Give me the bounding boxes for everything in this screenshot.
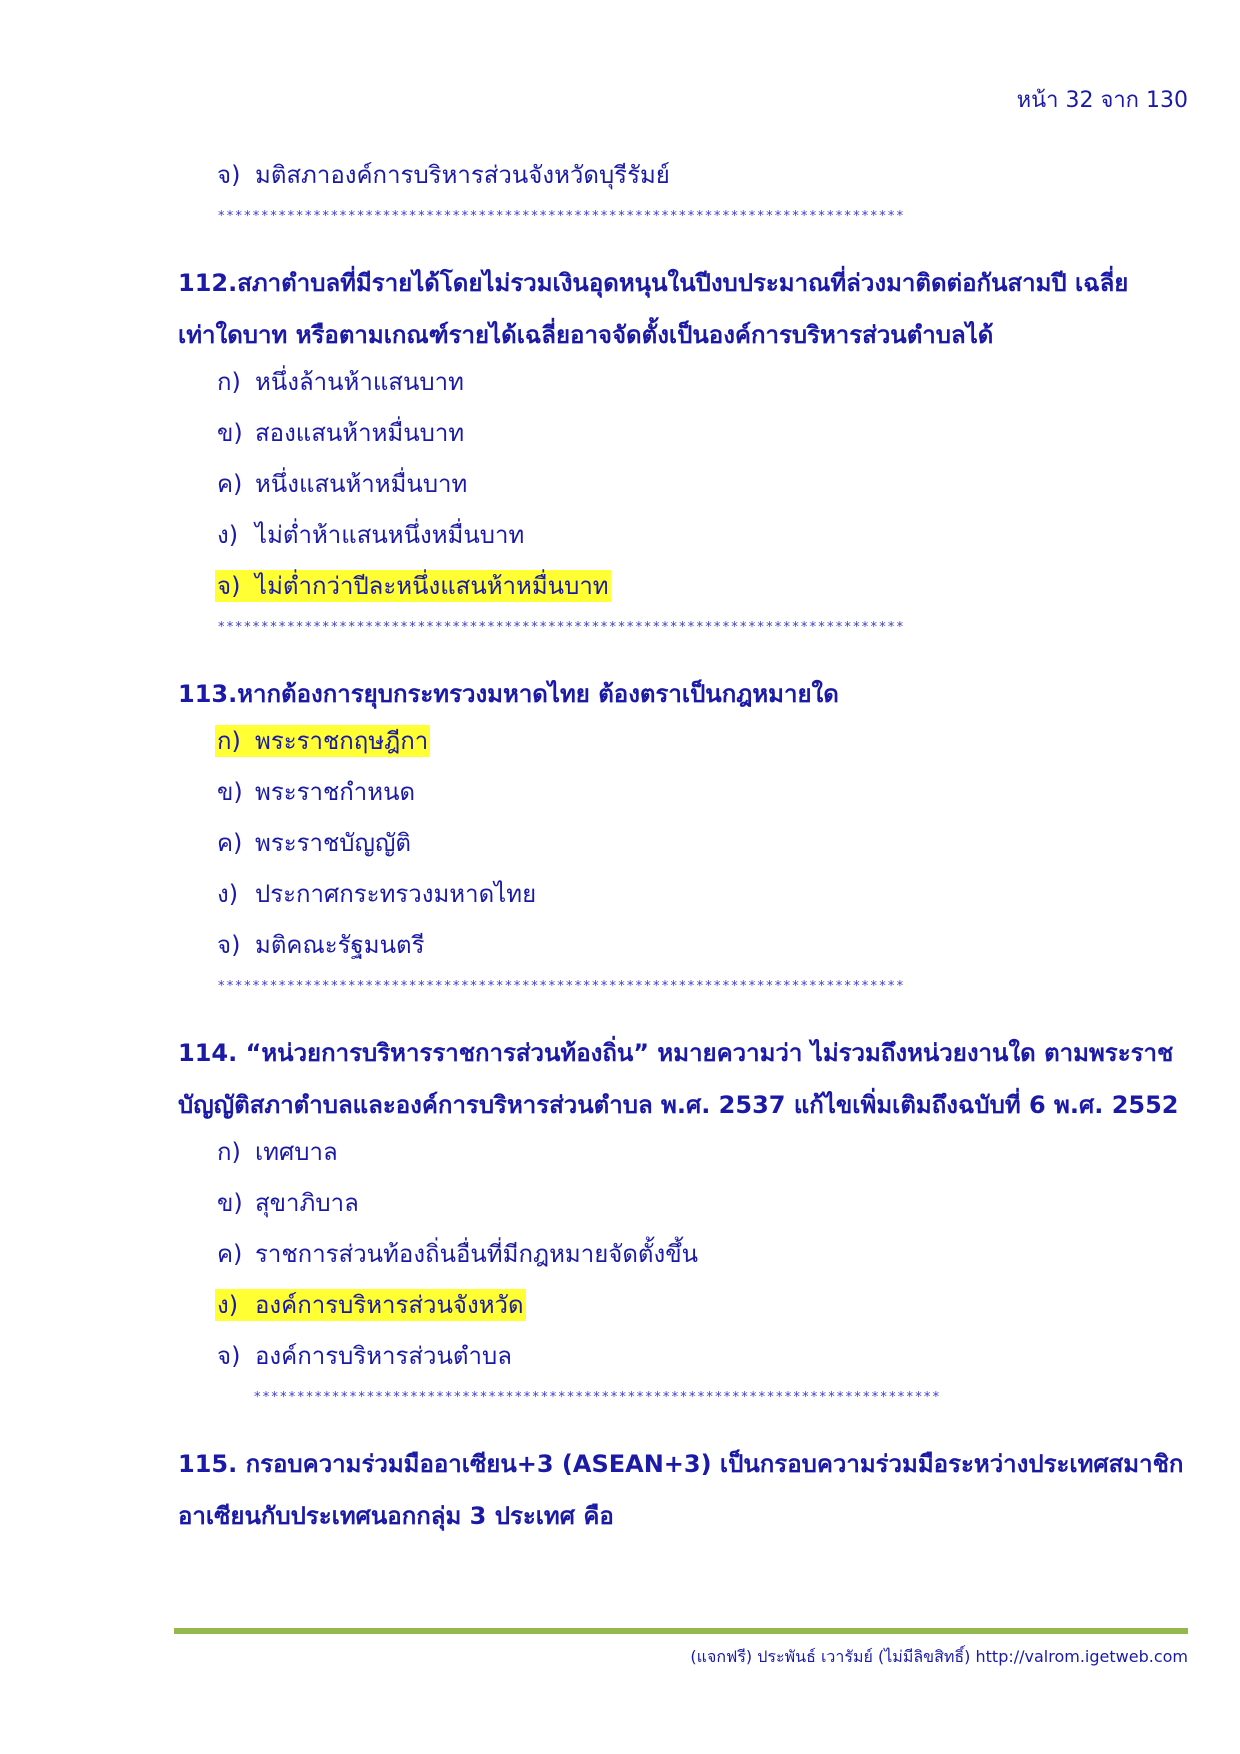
choice-item: จ) มติคณะรัฐมนตรี [217,931,425,959]
choice-item-correct: จ) ไม่ต่ำกว่าปีละหนึ่งแสนห้าหมื่นบาท [217,572,609,600]
choice-item: ก) หนึ่งล้านห้าแสนบาท [217,368,464,396]
choice-item: ข) สุขาภิบาล [217,1189,359,1217]
choice-item: ข) พระราชกำหนด [217,778,416,806]
choice-item: ง) ประกาศกระทรวงมหาดไทย [217,880,537,908]
choice-item-correct: ง) องค์การบริหารส่วนจังหวัด [217,1291,524,1319]
separator: ******************************************************************************* [218,620,906,635]
choices-113 [178,724,1188,962]
question-112: 112.สภาตำบลที่มีรายได้โดยไม่รวมเงินอุดหนุนในปีงบประมาณที่ล่วงมาติดต่อกันสามปี เฉลี่ยเท่าใดบาท หรือตามเกณฑ์รายได้เฉลี่ยอาจจัดตั้งเป็นองค์การบริหารส่วนตำบลได้ [178,269,1129,349]
separator: ******************************************************************************* [218,979,906,994]
separator: ******************************************************************************* [254,1390,942,1405]
page-number: หน้า 32 จาก 130 [1016,88,1188,113]
document-body [178,158,1188,1542]
footer-text: (แจกฟรี) ประพันธ์ เวารัมย์ (ไม่มีลิขสิทธิ์) http://valrom.igetweb.com [690,1647,1188,1666]
choice-item: จ) มติสภาองค์การบริหารส่วนจังหวัดบุรีรัมย์ [217,161,670,189]
choices-114 [178,1135,1188,1373]
choice-item: ข) สองแสนห้าหมื่นบาท [217,419,465,447]
question-115: 115. กรอบความร่วมมืออาเซียน+3 (ASEAN+3) เป็นกรอบความร่วมมือระหว่างประเทศสมาชิกอาเซียนกับประเทศนอกกลุ่ม 3 ประเทศ คือ [178,1450,1184,1530]
choice-item: ค) พระราชบัญญัติ [217,829,411,857]
footer-rule [174,1628,1188,1634]
question-114: 114. “หน่วยการบริหารราชการส่วนท้องถิ่น” หมายความว่า ไม่รวมถึงหน่วยงานใด ตามพระราชบัญญัติสภาตำบลและองค์การบริหารส่วนตำบล พ.ศ. 2537 แก้ไขเพิ่มเติมถึงฉบับที่ 6 พ.ศ. 2552 [178,1039,1179,1119]
choice-item: จ) องค์การบริหารส่วนตำบล [217,1342,512,1370]
prev-choices [178,158,1188,192]
question-113: 113.หากต้องการยุบกระทรวงมหาดไทย ต้องตราเป็นกฎหมายใด [178,680,839,708]
choices-112 [178,365,1188,603]
separator: ******************************************************************************* [218,209,906,224]
choice-item-correct: ก) พระราชกฤษฎีกา [217,727,429,755]
choice-item: ก) เทศบาล [217,1138,338,1166]
choice-item: ค) ราชการส่วนท้องถิ่นอื่นที่มีกฎหมายจัดตั้งขึ้น [217,1240,699,1268]
choice-item: ง) ไม่ต่ำห้าแสนหนึ่งหมื่นบาท [217,521,525,549]
choice-item: ค) หนึ่งแสนห้าหมื่นบาท [217,470,468,498]
